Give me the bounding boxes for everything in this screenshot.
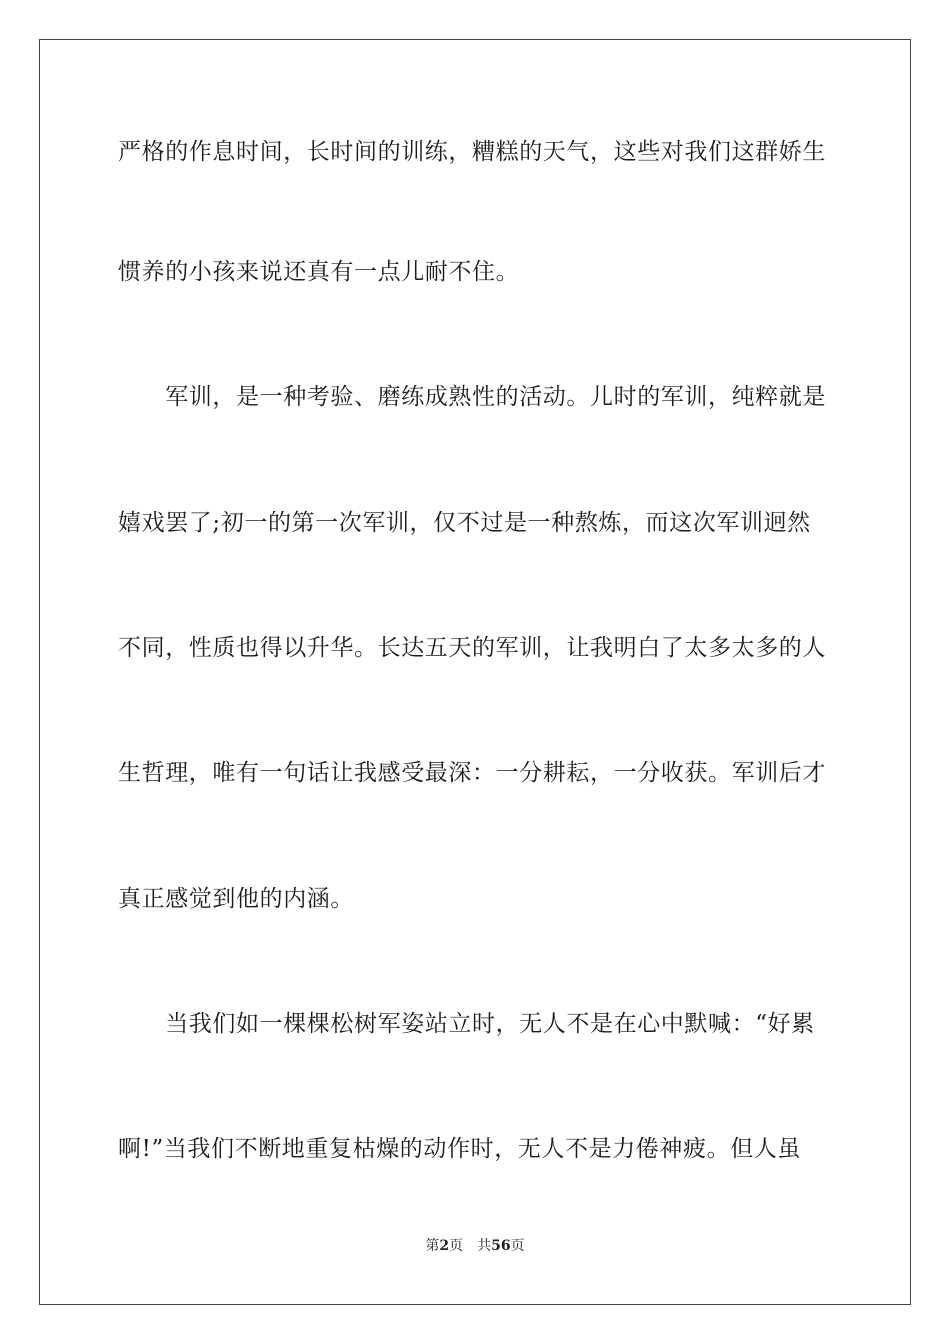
total-suffix: 页 bbox=[510, 1238, 525, 1254]
text-line: 当我们如一棵棵松树军姿站立时，无人不是在心中默喊：“好累 bbox=[118, 1011, 815, 1037]
text-line: 军训，是一种考验、磨练成熟性的活动。儿时的军训，纯粹就是 bbox=[118, 384, 826, 410]
page-frame bbox=[39, 39, 911, 1305]
page-prefix: 第 bbox=[425, 1238, 440, 1254]
text-line: 真正感觉到他的内涵。 bbox=[118, 886, 354, 912]
total-prefix: 共 bbox=[477, 1238, 492, 1254]
text-line: 惯养的小孩来说还真有一点儿耐不住。 bbox=[118, 259, 520, 285]
page-number: 2 bbox=[439, 1238, 450, 1254]
page-suffix: 页 bbox=[449, 1238, 464, 1254]
text-line: 啊!”当我们不断地重复枯燥的动作时，无人不是力倦神疲。但人虽 bbox=[118, 1136, 802, 1162]
page-footer bbox=[0, 1236, 950, 1256]
text-line: 严格的作息时间，长时间的训练，糟糕的天气，这些对我们这群娇生 bbox=[118, 139, 826, 165]
text-line: 生哲理，唯有一句话让我感受最深：一分耕耘，一分收获。军训后才 bbox=[118, 760, 826, 786]
total-pages: 56 bbox=[491, 1238, 511, 1254]
text-line: 不同，性质也得以升华。长达五天的军训，让我明白了太多太多的人 bbox=[118, 635, 826, 661]
text-line: 嬉戏罢了;初一的第一次军训，仅不过是一种熬炼，而这次军训迥然 bbox=[118, 510, 811, 536]
